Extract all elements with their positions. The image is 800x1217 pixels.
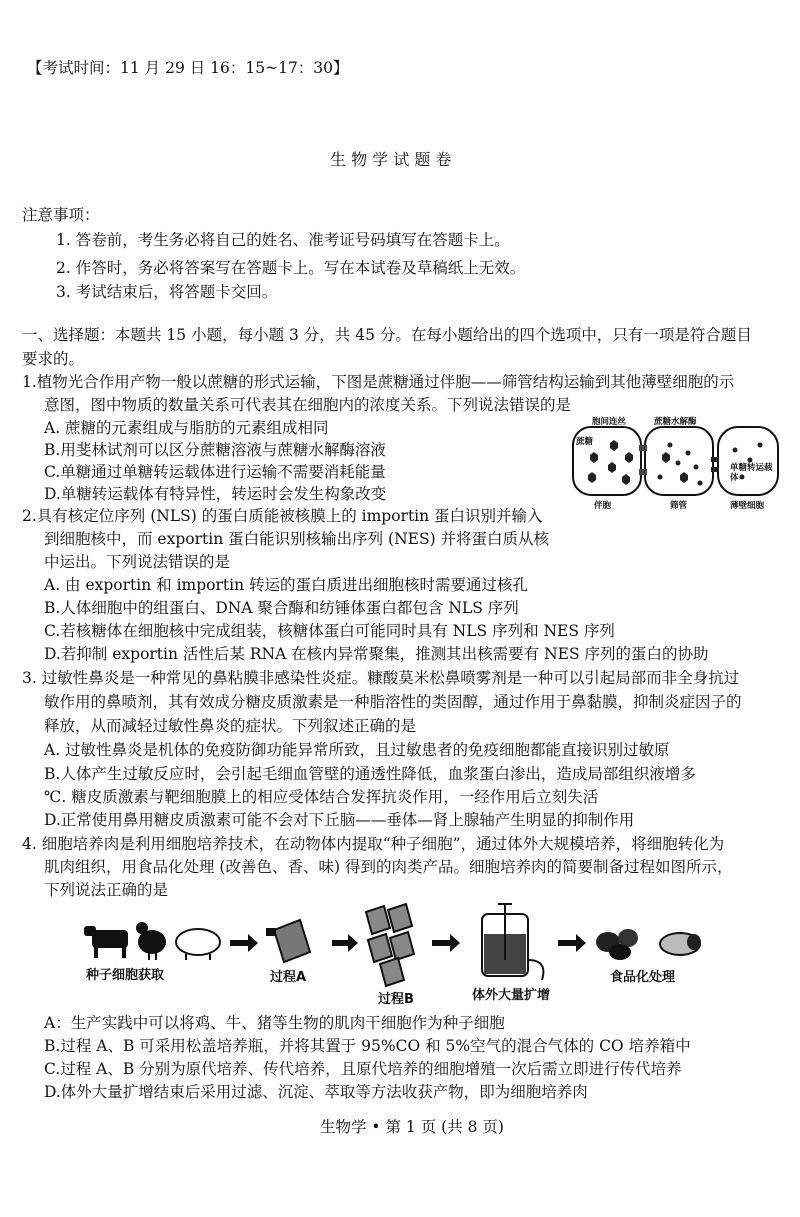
q3-option-b: B.人体产生过敏反应时，会引起毛细血管壁的通透性降低，血浆蛋白渗出，造成局部组织液增多 (44, 765, 696, 783)
section-heading: 一、选择题：本题共 15 小题，每小题 3 分，共 45 分。在每小题给出的四个选项中，只有一项是符合题目 (22, 326, 752, 344)
label-sieve-tube: 筛管 (670, 501, 688, 511)
q2-option-a: A. 由 exportin 和 importin 转运的蛋白质进出细胞核时需要通过核孔 (44, 576, 528, 594)
chicken-icon (136, 922, 166, 960)
q2-stem: 中运出。下列说法错误的是 (44, 553, 231, 571)
monosaccharide-carrier (711, 467, 719, 472)
q1-stem: 1.植物光合作用产物一般以蔗糖的形式运输，下图是蔗糖通过伴胞——筛管结构运输到其他薄壁细胞的示 (22, 373, 735, 391)
arrow-icon (558, 934, 586, 952)
q2-stem: 2.具有核定位序列 (NLS) 的蛋白质能被核膜上的 importin 蛋白识别并输入 (22, 507, 543, 525)
meat-product-icon (596, 929, 701, 960)
q3-stem: 3. 过敏性鼻炎是一种常见的鼻粘膜非感染性炎症。糠酸莫米松鼻喷雾剂是一种可以引起局部而非全身抗过 (22, 669, 740, 687)
exam-time: 【考试时间：11 月 29 日 16：15~17：30】 (27, 59, 349, 77)
q2-stem: 到细胞核中，而 exportin 蛋白能识别核输出序列 (NES) 并将蛋白质从核 (44, 530, 550, 548)
plasmodesma (639, 469, 647, 475)
label-companion-cell: 伴胞 (594, 501, 612, 511)
notice-item: 1. 答卷前，考生务必将自己的姓名、准考证号码填写在答题卡上。 (56, 231, 510, 249)
page-footer: 生物学 • 第 1 页 (共 8 页) (320, 1118, 504, 1136)
label-sucrase: 蔗糖水解酶 (654, 417, 697, 427)
notice-item: 2. 作答时，务必将答案写在答题卡上。写在本试卷及草稿纸上无效。 (56, 259, 526, 277)
q4-stem: 下列说法正确的是 (44, 881, 169, 899)
q1-option-d: D.单糖转运载体有特异性，转运时会发生构象改变 (44, 485, 387, 503)
step-process-b: 过程B (378, 992, 414, 1007)
arrow-icon (432, 934, 460, 952)
q1-option-a: A. 蔗糖的元素组成与脂肪的元素组成相同 (44, 419, 329, 437)
q4-stem: 肌肉组织，用食品化处理 (改善色、香、味) 得到的肉类产品。细胞培养肉的简要制备过程如图所示， (44, 858, 733, 876)
q3-stem: 敏作用的鼻喷剂，其有效成分糖皮质激素是一种脂溶性的类固醇，通过作用于鼻黏膜，抑制炎症因子的 (44, 693, 742, 711)
label-parenchyma: 薄壁细胞 (730, 501, 765, 511)
q2-option-b: B.人体细胞中的组蛋白、DNA 聚合酶和纺锤体蛋白都包含 NLS 序列 (44, 599, 519, 617)
culture-flasks-icon (366, 904, 414, 986)
q4-option-a: A：生产实践中可以将鸡、牛、猪等生物的肌肉干细胞作为种子细胞 (44, 1014, 505, 1032)
notice-heading: 注意事项： (22, 206, 100, 224)
plasmodesma (639, 445, 647, 451)
q2-option-d: D.若抑制 exportin 活性后某 RNA 在核内异常聚集，推测其出核需要有 NES 序列的蛋白的协助 (44, 645, 709, 663)
step-expansion: 体外大量扩增 (472, 988, 551, 1003)
q1-option-b: B.用斐林试剂可以区分蔗糖溶液与蔗糖水解酶溶液 (44, 441, 386, 459)
q4-option-d: D.体外大量扩增结束后采用过滤、沉淀、萃取等方法收获产物，即为细胞培养肉 (44, 1083, 588, 1101)
q3-stem: 释放，从而减轻过敏性鼻炎的症状。下列叙述正确的是 (44, 717, 417, 735)
arrow-icon (332, 934, 358, 952)
page-title: 生 物 学 试 题 卷 (330, 150, 452, 169)
notice-item: 3. 考试结束后，将答题卡交回。 (56, 283, 278, 301)
q4-option-b: B.过程 A、B 可采用松盖培养瓶，并将其置于 95%CO 和 5%空气的混合气体的 CO 培养箱中 (44, 1037, 691, 1055)
q4-stem: 4. 细胞培养肉是利用细胞培养技术，在动物体内提取“种子细胞”，通过体外大规模培养，将细胞转化为 (22, 835, 725, 853)
step-seed-cells: 种子细胞获取 (86, 968, 165, 983)
label-carrier: 单糖转运载体 (730, 463, 773, 483)
q4-option-c: C.过程 A、B 分别为原代培养、传代培养，且原代培养的细胞增殖一次后需立即进行传代培养 (44, 1060, 682, 1078)
label-plasmodesmata: 胞间连丝 (592, 417, 627, 427)
q3-option-d: D.正常使用鼻用糖皮质激素可能不会对下丘脑——垂体—肾上腺轴产生明显的抑制作用 (44, 811, 635, 829)
bioreactor-icon (482, 904, 543, 980)
q1-stem: 意图，图中物质的数量关系可代表其在细胞内的浓度关系。下列说法错误的是 (44, 396, 572, 414)
q3-option-c: ℃. 糖皮质激素与靶细胞膜上的相应受体结合发挥抗炎作用，一经作用后立刻失活 (44, 788, 599, 806)
monosaccharide-carrier (711, 457, 719, 462)
q1-option-c: C.单糖通过单糖转运载体进行运输不需要消耗能量 (44, 463, 386, 481)
arrow-icon (230, 934, 258, 952)
q2-option-c: C.若核糖体在细胞核中完成组装，核糖体蛋白可能同时具有 NLS 序列和 NES 序列 (44, 622, 615, 640)
step-food-processing: 食品化处理 (610, 970, 676, 985)
section-heading-cont: 要求的。 (22, 350, 85, 368)
culture-flask-icon (266, 920, 310, 962)
cow-icon (84, 926, 128, 958)
sucrose-transport-diagram (570, 415, 780, 512)
label-sucrose: 蔗糖 (576, 437, 594, 447)
pig-icon (176, 929, 220, 960)
cultured-meat-process-diagram (80, 900, 740, 1010)
q3-option-a: A. 过敏性鼻炎是机体的免疫防御功能异常所致，且过敏患者的免疫细胞都能直接识别过敏原 (44, 741, 670, 759)
step-process-a: 过程A (270, 970, 307, 985)
